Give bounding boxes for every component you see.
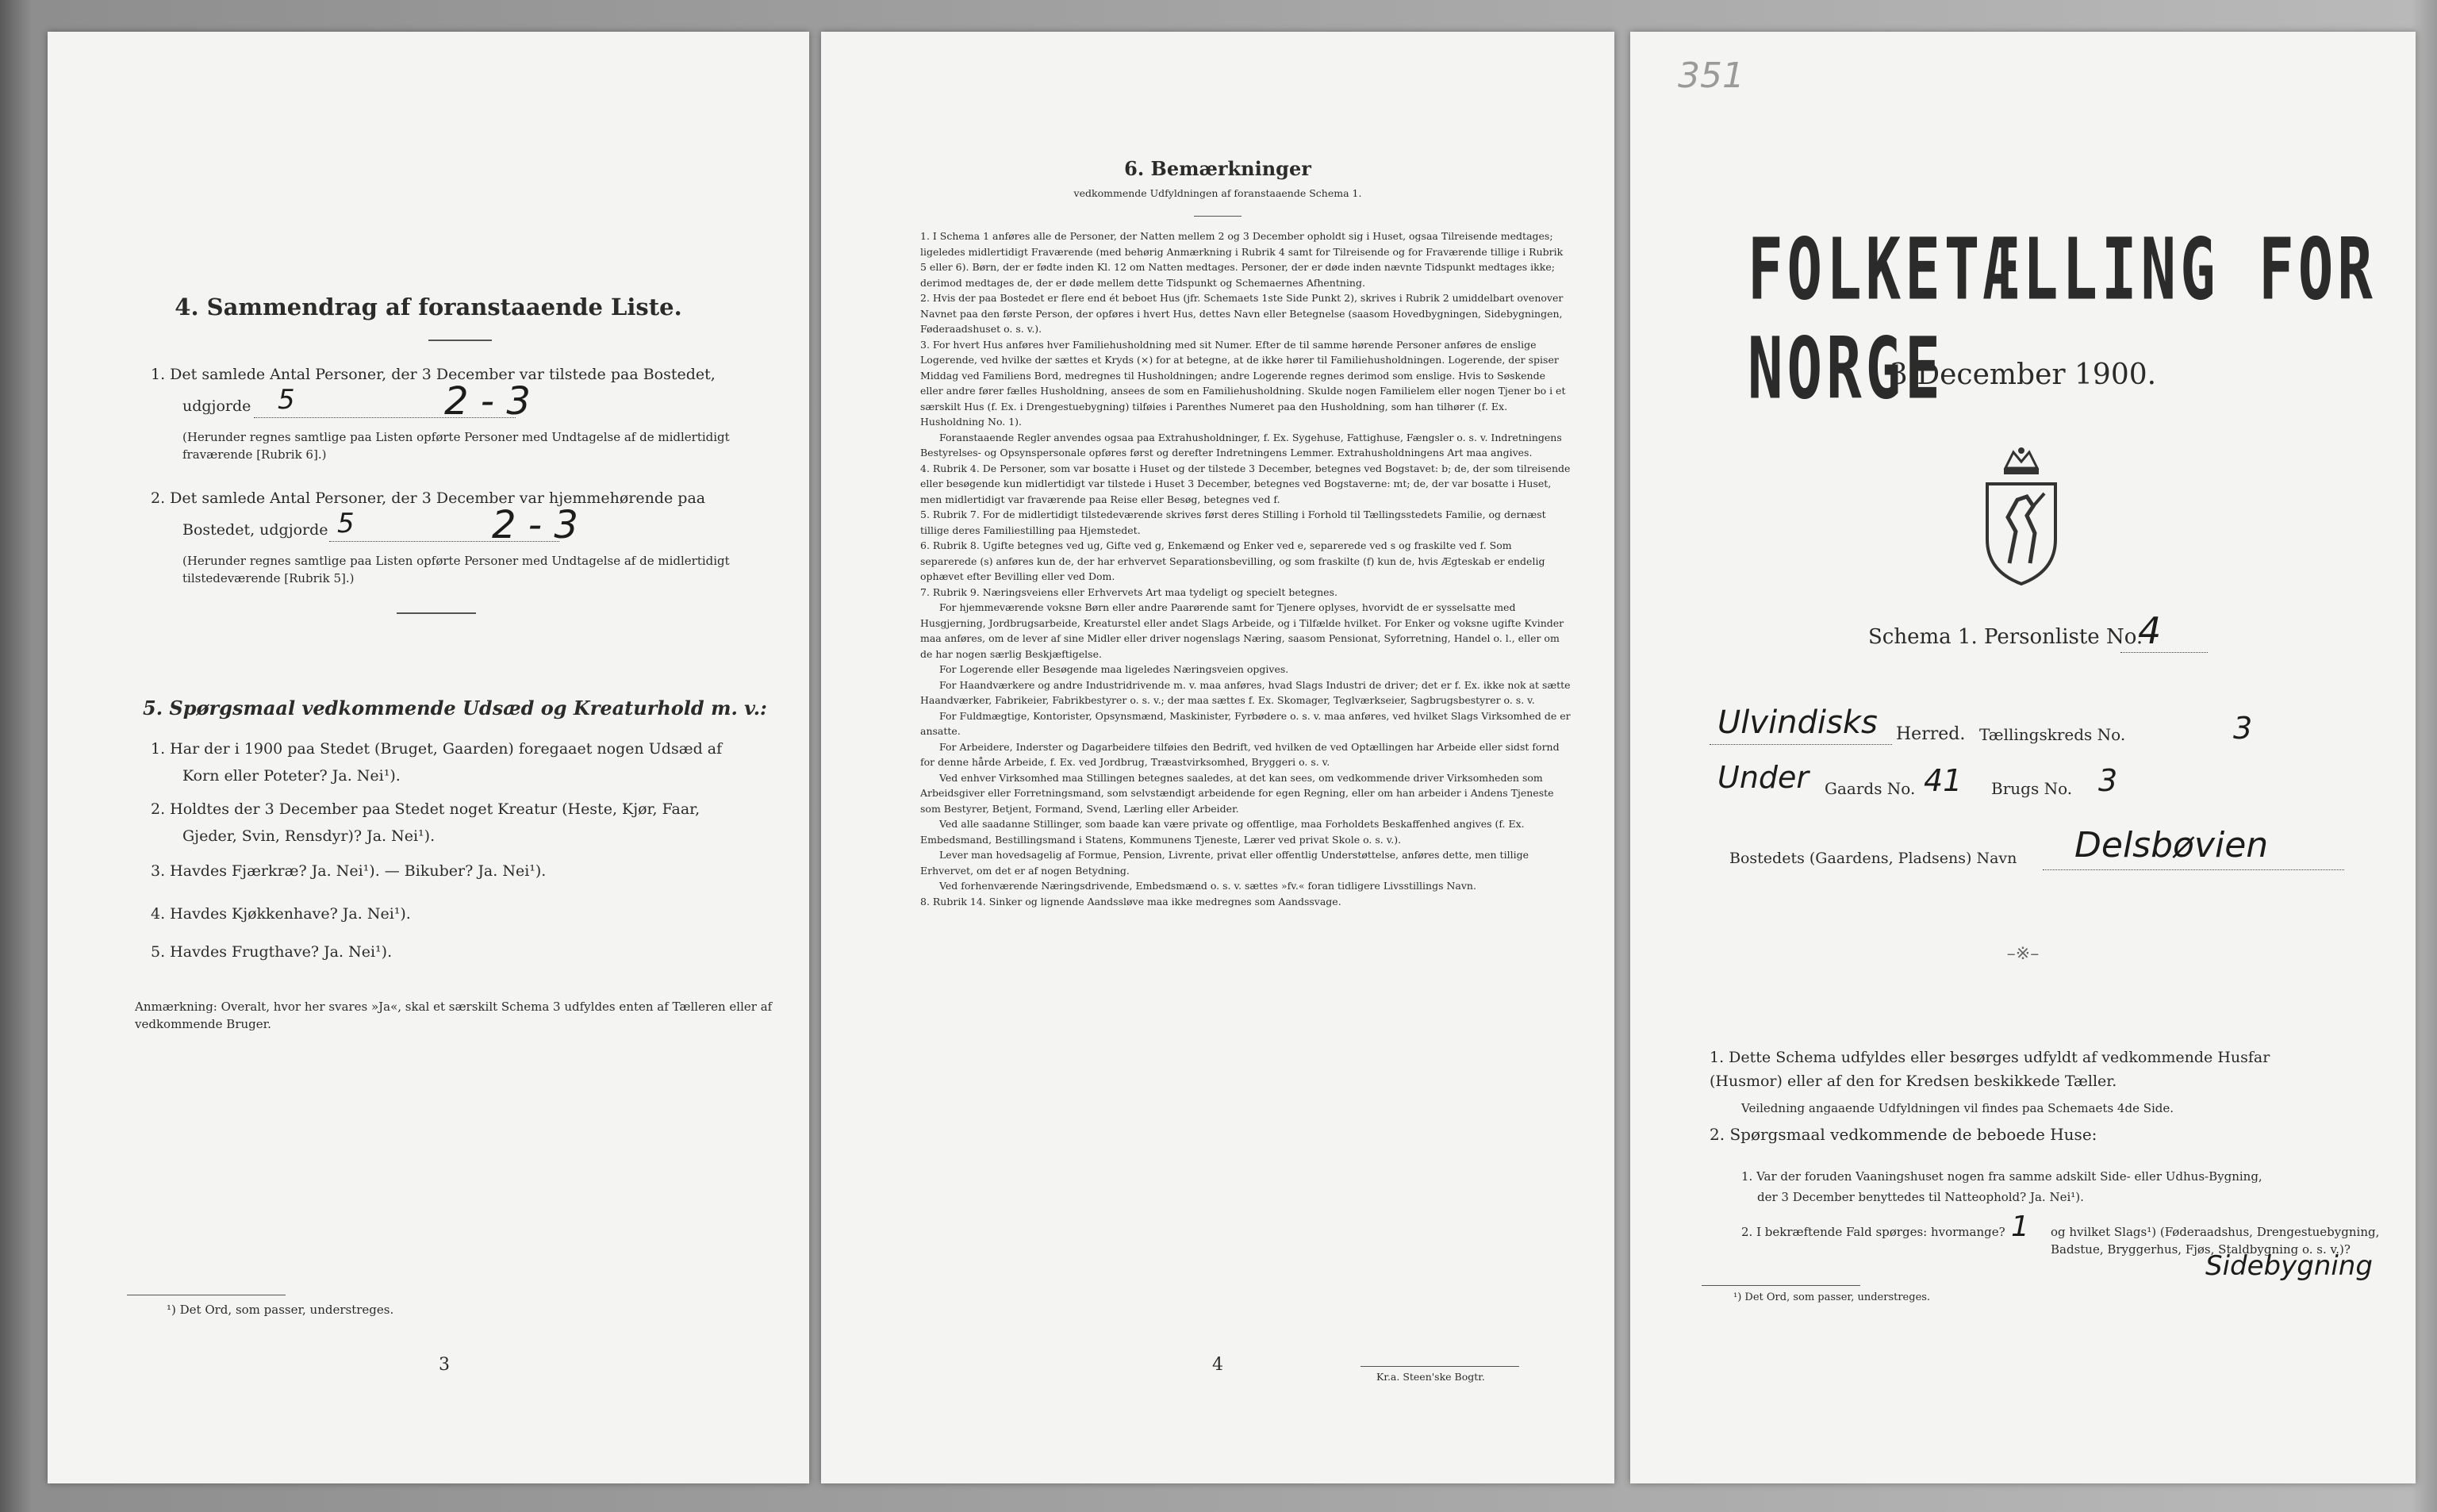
house-count: 1: [2011, 1211, 2029, 1243]
q2-annotation: 2 - 3: [492, 503, 578, 547]
gaard-label: Gaards No.: [1825, 779, 1916, 798]
remark-item: Lever man hovedsagelig af Formue, Pension, Livrente, privat eller offentlig Understøttelse, anføres dette, men tillige Erhvervet, om det er af nogen Betydning.: [920, 849, 1529, 877]
page-number-3: 3: [439, 1355, 450, 1375]
q1-value: 5: [278, 384, 295, 416]
remark-item: 7. Rubrik 9. Næringsveiens eller Erhvervets Art maa tydeligt og specielt betegnes.: [920, 585, 1337, 598]
s5-q5: 5. Havdes Frugthave? Ja. Nei¹).: [151, 943, 393, 961]
printer-rule: [1360, 1366, 1519, 1367]
s5-q3: 3. Havdes Fjærkræ? Ja. Nei¹). — Bikuber? Ja. Nei¹).: [151, 862, 547, 880]
remarks-subtitle: vedkommende Udfyldningen af foranstaaende Schema 1.: [1073, 187, 1362, 199]
main-title: FOLKETÆLLING FOR NORGE: [1748, 221, 2377, 419]
page-4: [821, 32, 1614, 1483]
instruction-1-note: Veiledning angaaende Udfyldningen vil findes paa Schemaets 4de Side.: [1741, 1101, 2174, 1115]
kreds-label: Tællingskreds No.: [1979, 725, 2126, 744]
s5-q2-line2: Gjeder, Svin, Rensdyr)? Ja. Nei¹).: [182, 827, 436, 845]
q1-annotation: 2 - 3: [444, 379, 531, 424]
remark-item: 8. Rubrik 14. Sinker og lignende Aandssløve maa ikke medregnes som Aandssvage.: [920, 895, 1341, 908]
s5-q4: 4. Havdes Kjøkkenhave? Ja. Nei¹).: [151, 905, 411, 923]
herred-name: Ulvindisks: [1717, 704, 1878, 741]
archive-number: 351: [1678, 56, 1744, 96]
q1-text: 1. Det samlede Antal Personer, der 3 December var tilstede paa Bostedet,: [151, 366, 716, 383]
instruction-2: 2. Spørgsmaal vedkommende de beboede Huse:: [1710, 1125, 2097, 1144]
remark-item: For Arbeidere, Inderster og Dagarbeidere tilføies den Bedrift, ved hvilken de ved Optællingen har Arbeide eller sidst fornd for denne hårde Arbeide, f. Ex. ved Jordbrug, Træastvirksomhed, Bryggeri o. s. v.: [920, 740, 1560, 768]
divider: [397, 612, 476, 614]
title-page: [1630, 32, 2416, 1483]
remark-item: 2. Hvis der paa Bostedet er flere end ét beboet Hus (jfr. Schemaets 1ste Side Punkt 2), skrives i Rubrik 2 umiddelbart ovenover Navnet paa den første Person, der opføres i hvert Hus, dettes Navn eller Betegnelse (saasom Hovedbygningen, Sidebygningen, Føderaadshuset o. s. v.).: [920, 292, 1564, 335]
remark-item: For Fuldmægtige, Kontorister, Opsynsmænd, Maskinister, Fyrbødere o. s. v. maa anføres, ved hvilket Slags Virksomhed de er ansatte.: [920, 709, 1571, 737]
divider: [428, 340, 492, 341]
ornament: –※–: [2006, 944, 2040, 964]
q2-note: (Herunder regnes samtlige paa Listen opførte Personer med Undtagelse af de midlertidigt tilstedeværende [Rubrik 5].): [182, 554, 730, 585]
remark-item: For Haandværkere og andre Industridrivende m. v. maa anføres, hvad Slags Industri de driver; det er f. Ex. ikke nok at sætte Haandværker, Fabrikeier, Fabrikbestyrer o. s. v.; der maa sættes f. Ex. Skomager, Teglværkseier, Sagbrugsbestyrer o. s. v.: [920, 678, 1571, 706]
gaard-name: Under: [1717, 760, 1810, 795]
footnote-rule: [1702, 1285, 1860, 1286]
brugs-label: Brugs No.: [1991, 779, 2073, 798]
footnote: ¹) Det Ord, som passer, understreges.: [167, 1303, 394, 1317]
page-number-4: 4: [1212, 1355, 1223, 1375]
remark-item: 6. Rubrik 8. Ugifte betegnes ved ug, Gifte ved g, Enkemænd og Enker ved e, separerede ved s og fraskilte ved f. Som separerede (s) anføres kun de, der har erhvervet Separationsbevilling, og som fraskilte (f) kun de, hvis Ægteskab er endelig ophævet efter Bevilling eller ved Dom.: [920, 539, 1545, 582]
printer-mark: Kr.a. Steen'ske Bogtr.: [1376, 1371, 1485, 1383]
section-5-title: 5. Spørgsmaal vedkommende Udsæd og Kreaturhold m. v.:: [143, 697, 767, 720]
coat-of-arms-icon: [1978, 444, 2065, 587]
q2-text: 2. Det samlede Antal Personer, der 3 December var hjemmehørende paa: [151, 489, 706, 507]
house-q2-line1: 2. I bekræftende Fald spørges: hvormange?: [1741, 1225, 2005, 1239]
remark-item: 1. I Schema 1 anføres alle de Personer, der Natten mellem 2 og 3 December opholdt sig i Huset, ogsaa Tilreisende medtages; ligeledes midlertidigt Fraværende (med behørig Anmærkning i Rubrik 4 samt for Tilreisende og for Fraværende tillige i Rubrik 5 eller 6). Børn, der er fødte inden Kl. 12 om Natten medtages. Personer, der er døde inden nævnte Tidspunkt medtages ikke; derimod medtages de, der er døde mellem dette Tidspunkt og Schemaernes Afhentning.: [920, 230, 1564, 289]
schema-number: 4: [2138, 609, 2162, 652]
remarks-list: [920, 228, 1571, 909]
brugs-number: 3: [2098, 763, 2118, 798]
remark: Anmærkning: Overalt, hvor her svares »Ja«, skal et særskilt Schema 3 udfyldes enten af Tælleren eller af vedkommende Bruger.: [135, 1000, 773, 1031]
divider: [1194, 216, 1242, 217]
house-q1-line1: 1. Var der foruden Vaaningshuset nogen fra samme adskilt Side- eller Udhus-Bygning,: [1741, 1169, 2262, 1184]
remark-item: For Logerende eller Besøgende maa ligeledes Næringsveien opgives.: [939, 663, 1289, 675]
s5-q1-line2: Korn eller Poteter? Ja. Nei¹).: [182, 767, 401, 785]
instruction-1: 1. Dette Schema udfyldes eller besørges udfyldt af vedkommende Husfar (Husmor) eller af den for Kredsen beskikkede Tæller.: [1710, 1049, 2270, 1090]
house-q2-line2: og hvilket Slags¹) (Føderaadshus, Drengestuebygning, Badstue, Bryggerhus, Fjøs, Staldbygning o. s. v.)?: [2051, 1225, 2380, 1257]
q2-fill-line: [329, 541, 559, 542]
q1-lead: udgjorde: [182, 397, 251, 415]
section-4-title: 4. Sammendrag af foranstaaende Liste.: [175, 294, 682, 320]
s5-q1-line1: 1. Har der i 1900 paa Stedet (Bruget, Gaarden) foregaaet nogen Udsæd af: [151, 740, 723, 758]
herred-label: Herred.: [1896, 724, 1966, 744]
schema-label: Schema 1. Personliste No.: [1868, 625, 2143, 649]
schema-fill-line: [2120, 652, 2208, 653]
remark-item: Ved alle saadanne Stillinger, som baade kan være private og offentlige, maa Forholdets Beskaffenhed angives (f. Ex. Embedsmand, Bestillingsmand i Statens, Kommunens Tjeneste, Lærer ved privat Skole o. s. v.).: [920, 818, 1525, 846]
q1-fill-line: [254, 417, 516, 418]
census-date: 3 December 1900.: [1889, 359, 2157, 391]
remark-item: Ved forhenværende Næringsdrivende, Embedsmænd o. s. v. sættes »fv.« foran tidligere Livsstillings Navn.: [939, 880, 1476, 892]
page-3: [48, 32, 809, 1483]
remark-item: 5. Rubrik 7. For de midlertidigt tilstedeværende skrives først deres Stilling i Forhold til Tællingsstedets Familie, og dernæst tillige deres Familiestilling paa Hjemstedet.: [920, 508, 1546, 536]
house-kind: Sidebygning: [2205, 1250, 2373, 1282]
remark-item: Ved enhver Virksomhed maa Stillingen betegnes saaledes, at det kan sees, om vedkommende driver Virksomheden som Arbeidsgiver eller Forretningsmand, som selvstændigt arbeidende for egen Regning, eller om han arbeider i Andens Tjeneste som Bestyrer, Betjent, Formand, Svend, Lærling eller Arbeider.: [920, 771, 1554, 815]
remark-item: 4. Rubrik 4. De Personer, som var bosatte i Huset og der tilstede 3 December, betegnes ved Bogstavet: b; de, der som tilreisende eller besøgende kun midlertidigt var tilstede i Huset 3 December, betegnes ved Bogstaverne: mt; de, der var bosatte i Huset, men midlertidigt var fraværende paa Reise eller Besøg, betegnes ved f.: [920, 462, 1571, 505]
remark-item: For hjemmeværende voksne Børn eller andre Paarørende samt for Tjenere oplyses, hvorvidt de er sysselsatte med Husgjerning, Jordbrugsarbeide, Kreaturstel eller andet Slags Arbeide, og i Tilfælde hvilket. For Enker og voksne ugifte Kvinder maa anføres, om de lever af sine Midler eller driver nogenslags Næring, saasom Pensionat, Syforretning, Handel o. l., eller om de har nogen særlig Beskjæftigelse.: [920, 601, 1564, 660]
remarks-title: 6. Bemærkninger: [1124, 157, 1311, 180]
gaard-number: 41: [1924, 763, 1963, 798]
remark-item: 3. For hvert Hus anføres hver Familiehusholdning med sit Numer. Efter de til samme hørende Personer anføres de enslige Logerende, ved hvilke der sættes et Kryds (×) for at betegne, at de ikke hører til Familiehusholdningen. Logerende, der spiser Middag ved Familiens Bord, medregnes til Husholdningen; andre Logerende regnes derimod som enslige. Hvis to Søskende eller andre fører fælles Husholdning, ansees de som en Familiehusholdning. Skulde nogen Familielem eller nogen Tjener bo i et særskilt Hus (f. Ex. i Drengestuebygning) tilføies i Parenthes Numeret paa den Husholdning, som han tilhører (f. Ex. Husholdning No. 1).: [920, 338, 1566, 428]
q2-value: 5: [337, 508, 355, 539]
bosted-name: Delsbøvien: [2074, 825, 2269, 865]
s5-q2-line1: 2. Holdtes der 3 December paa Stedet noget Kreatur (Heste, Kjør, Faar,: [151, 800, 700, 818]
q1-note: (Herunder regnes samtlige paa Listen opførte Personer med Undtagelse af de midlertidigt fraværende [Rubrik 6].): [182, 430, 730, 462]
house-q1-line2: der 3 December benyttedes til Natteophold? Ja. Nei¹).: [1757, 1190, 2084, 1204]
bosted-fill-line: [2043, 869, 2344, 870]
bosted-label: Bostedets (Gaardens, Pladsens) Navn: [1729, 850, 2017, 867]
footnote: ¹) Det Ord, som passer, understreges.: [1733, 1291, 1931, 1303]
remark-item: Foranstaaende Regler anvendes ogsaa paa Extrahusholdninger, f. Ex. Sygehuse, Fattighuse, Fængsler o. s. v. Indretningens Bestyrelses- og Opsynspersonale opføres først og derefter Indretningens Lemmer. Extrahusholdningens Art maa angives.: [920, 431, 1562, 459]
kreds-number: 3: [2233, 711, 2253, 746]
herred-fill-line: [1710, 744, 1892, 745]
q2-lead: Bostedet, udgjorde: [182, 521, 328, 539]
